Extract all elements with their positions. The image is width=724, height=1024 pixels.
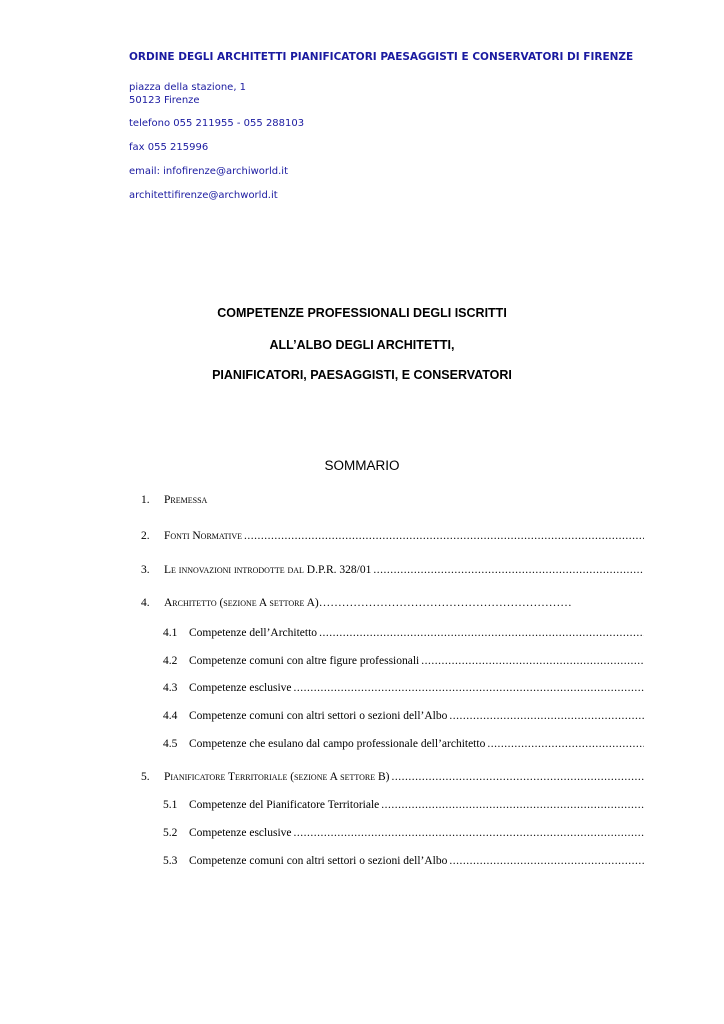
toc-number: 2.	[141, 530, 150, 542]
toc-label: Fonti Normative	[164, 530, 243, 542]
toc-item[interactable]	[141, 530, 644, 542]
toc-item[interactable]	[141, 494, 644, 506]
document-title-line-3: PIANIFICATORI, PAESAGGISTI, E CONSERVATORI	[212, 368, 512, 382]
toc-item[interactable]	[163, 855, 644, 867]
toc-item[interactable]	[163, 655, 644, 667]
toc-label: Le innovazioni introdotte dal D.P.R. 328/01	[164, 564, 372, 576]
toc-leader	[294, 682, 644, 694]
toc-label: Competenze esclusive	[189, 682, 292, 694]
toc-leader	[373, 564, 644, 576]
toc-number: 5.2	[163, 827, 178, 839]
toc-number: 4.1	[163, 627, 178, 639]
toc-item[interactable]	[163, 799, 644, 811]
toc-item[interactable]	[163, 710, 644, 722]
toc-leader	[244, 530, 644, 542]
toc-item[interactable]	[141, 771, 644, 783]
toc-label: Architetto (sezione A settore A)	[164, 597, 319, 609]
toc-label: Competenze dell’Architetto	[189, 627, 318, 639]
toc-number: 5.	[141, 771, 150, 783]
toc-leader	[421, 655, 644, 667]
toc-leader	[487, 738, 644, 750]
address-line-1: piazza della stazione, 1	[129, 82, 247, 93]
email-line: email: infofirenze@archiworld.it	[129, 166, 289, 177]
toc-leader	[319, 627, 644, 639]
toc-leader	[381, 799, 644, 811]
summary-heading: SOMMARIO	[324, 458, 400, 473]
toc-label: Competenze comuni con altri settori o sezioni dell’Albo	[189, 855, 448, 867]
fax-line: fax 055 215996	[129, 142, 209, 153]
toc-number: 5.1	[163, 799, 178, 811]
toc-leader: …………………………………………………………	[318, 597, 572, 609]
document-title-line-2: ALL’ALBO DEGLI ARCHITETTI,	[269, 338, 455, 352]
toc-label: Competenze comuni con altri settori o sezioni dell’Albo	[189, 710, 448, 722]
toc-number: 4.4	[163, 710, 178, 722]
toc-label: Competenze che esulano dal campo professionale dell’architetto	[189, 738, 486, 750]
toc-number: 4.5	[163, 738, 178, 750]
toc-label: Competenze esclusive	[189, 827, 292, 839]
toc-leader	[294, 827, 644, 839]
email-line-2: architettifirenze@archworld.it	[129, 190, 278, 201]
toc-item[interactable]	[163, 827, 644, 839]
document-title-line-1: COMPETENZE PROFESSIONALI DEGLI ISCRITTI	[217, 306, 507, 320]
toc-leader	[449, 710, 644, 722]
toc-item[interactable]	[141, 564, 644, 576]
toc-item[interactable]	[163, 682, 644, 694]
toc-number: 4.2	[163, 655, 178, 667]
toc-number: 4.	[141, 597, 150, 609]
toc-item[interactable]	[163, 627, 644, 639]
org-header: ORDINE DEGLI ARCHITETTI PIANIFICATORI PAESAGGISTI E CONSERVATORI DI FIRENZE	[129, 51, 634, 63]
toc-number: 4.3	[163, 682, 178, 694]
toc-label: Competenze comuni con altre figure professionali	[189, 655, 420, 667]
toc-label: Premessa	[164, 494, 208, 506]
toc-number: 5.3	[163, 855, 178, 867]
address-line-2: 50123 Firenze	[129, 95, 200, 106]
toc-number: 1.	[141, 494, 150, 506]
toc-number: 3.	[141, 564, 150, 576]
toc-leader	[449, 855, 644, 867]
toc-item[interactable]	[163, 738, 644, 750]
toc-leader	[392, 771, 644, 783]
toc-label: Competenze del Pianificatore Territoriale	[189, 799, 380, 811]
toc-label: Pianificatore Territoriale (sezione A settore B)	[164, 771, 390, 783]
phone-line: telefono 055 211955 - 055 288103	[129, 118, 305, 129]
toc-item[interactable]	[141, 597, 644, 609]
